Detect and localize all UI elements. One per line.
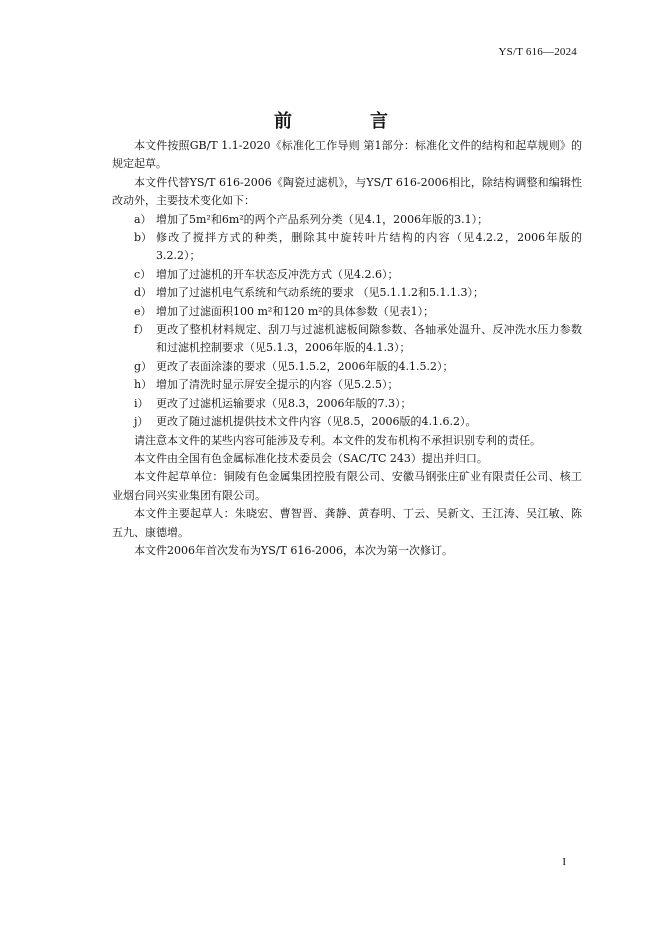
list-marker: b） xyxy=(134,231,153,245)
paragraph-drafters: 本文件主要起草人：朱晓宏、曹智晋、龚静、黄春明、丁云、吴新文、王江涛、吴江敏、陈五九、康德增。 xyxy=(112,507,582,539)
paragraph-history: 本文件2006年首次发布为YS/T 616-2006，本次为第一次修订。 xyxy=(134,543,454,557)
list-item xyxy=(112,358,582,376)
list-marker: f） xyxy=(134,323,150,337)
list-item xyxy=(112,284,582,302)
paragraph-replacement: 本文件代替YS/T 616-2006《陶瓷过滤机》，与YS/T 616-2006相比，除结构调整和编辑性改动外，主要技术变化如下： xyxy=(112,175,582,208)
list-item-text: 修改了搅拌方式的种类，删除其中旋转叶片结构的内容（见4.2.2，2006年版的3.2.2）； xyxy=(156,231,582,263)
document-code: YS/T 616—2024 xyxy=(498,46,577,58)
list-item-text: 增加了过滤机的开车状态反冲洗方式（见4.2.6）； xyxy=(156,267,399,281)
list-item-text: 更改了表面涂漆的要求（见5.1.5.2，2006年版的4.1.5.2）； xyxy=(156,359,454,373)
list-item xyxy=(112,376,582,394)
list-marker: i） xyxy=(134,396,149,410)
list-item xyxy=(112,413,582,431)
page-number: I xyxy=(562,856,566,868)
list-marker: a） xyxy=(134,212,152,226)
foreword-body xyxy=(112,137,582,560)
page-title: 前 言 xyxy=(274,111,418,132)
list-item-text: 增加了5m²和6m²的两个产品系列分类（见4.1，2006年版的3.1）； xyxy=(156,212,489,226)
list-item-text: 增加了过滤面积100 m²和120 m²的具体参数（见表1）； xyxy=(156,304,435,318)
list-item-text: 更改了随过滤机提供技术文件内容（见8.5，2006版的4.1.6.2）。 xyxy=(156,415,477,429)
list-item xyxy=(112,266,582,284)
list-item-text: 增加了清洗时显示屏安全提示的内容（见5.2.5）； xyxy=(156,378,399,392)
list-marker: j） xyxy=(134,415,149,429)
list-item xyxy=(112,395,582,413)
list-item xyxy=(112,211,582,229)
list-item xyxy=(112,321,582,358)
list-item-text: 增加了过滤机电气系统和气动系统的要求 （见5.1.1.2和5.1.1.3）； xyxy=(156,286,484,300)
list-marker: e） xyxy=(134,304,152,318)
list-item xyxy=(112,229,582,266)
paragraph-patent-notice: 请注意本文件的某些内容可能涉及专利。本文件的发布机构不承担识别专利的责任。 xyxy=(134,433,541,447)
list-item-text: 更改了整机材料规定、刮刀与过滤机滤板间隙参数、各轴承处温升、反冲洗水压力参数和过滤机控制要求（见5.1.3，2006年版的4.1.3）； xyxy=(156,323,582,355)
paragraph-drafting-basis: 本文件按照GB/T 1.1-2020《标准化工作导则 第1部分：标准化文件的结构和起草规则》的规定起草。 xyxy=(112,139,582,171)
list-marker: d） xyxy=(134,286,153,300)
paragraph-drafting-units: 本文件起草单位：铜陵有色金属集团控股有限公司、安徽马钢张庄矿业有限责任公司、核工业烟台同兴实业集团有限公司。 xyxy=(112,470,582,502)
list-marker: c） xyxy=(134,267,152,281)
list-marker: h） xyxy=(134,378,153,392)
list-marker: g） xyxy=(134,359,153,373)
list-item xyxy=(112,303,582,321)
changes-list xyxy=(112,211,582,432)
paragraph-proposer: 本文件由全国有色金属标准化技术委员会（SAC/TC 243）提出并归口。 xyxy=(134,451,488,465)
list-item-text: 更改了过滤机运输要求（见8.3，2006年版的7.3）； xyxy=(156,396,412,410)
